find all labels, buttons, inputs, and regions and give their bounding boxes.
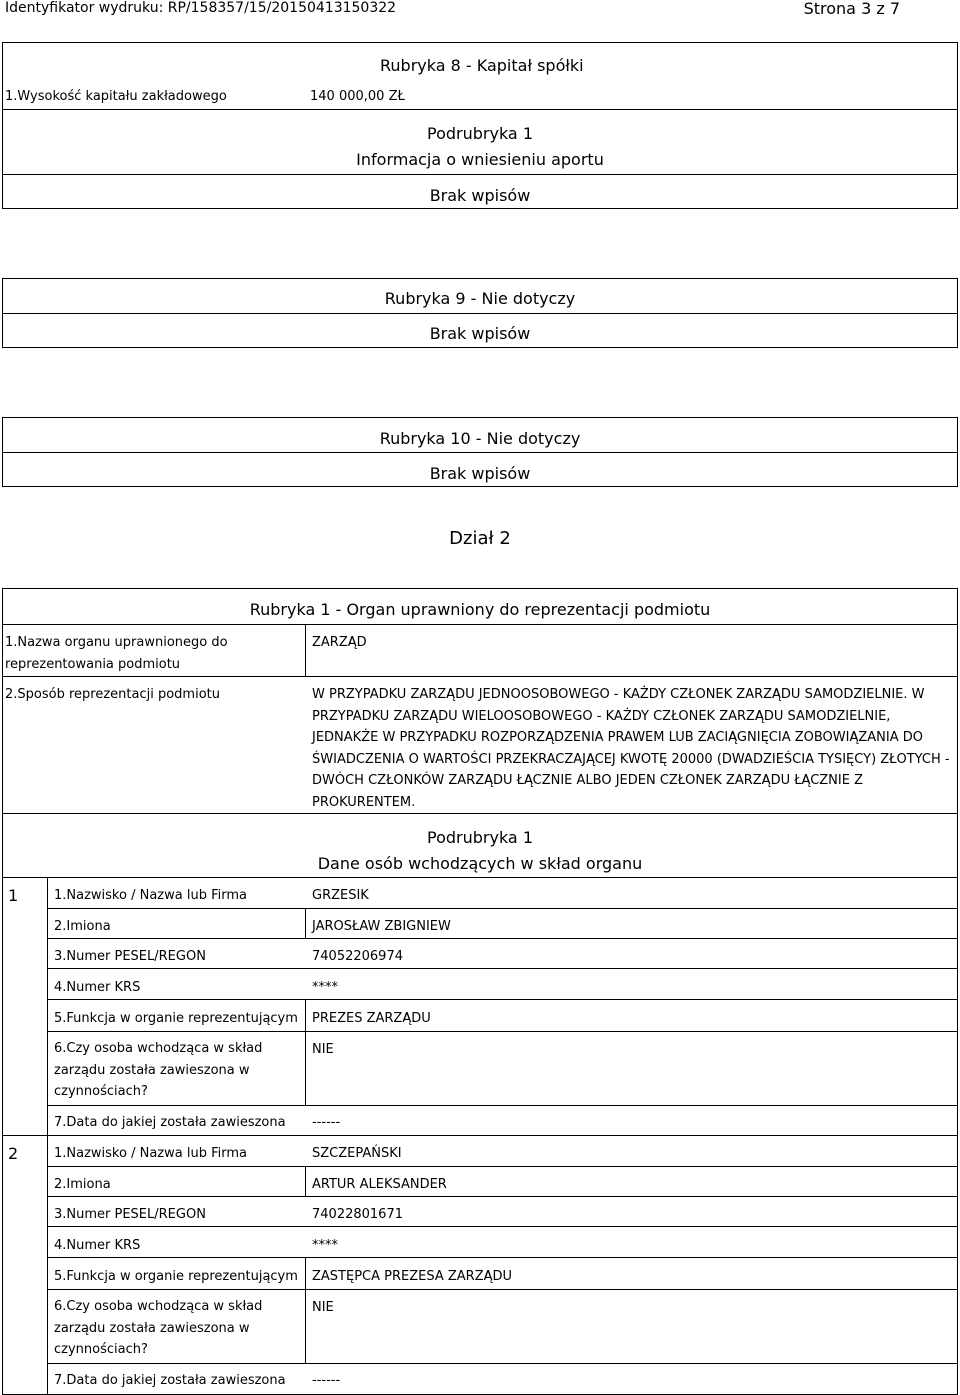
divider xyxy=(47,968,958,969)
divider xyxy=(47,1166,958,1167)
krs-label: 4.Numer KRS xyxy=(54,980,141,995)
podrubryka-osoby-subtitle: Dane osób wchodzących w skład organu xyxy=(317,854,643,873)
nazwisko-label: 1.Nazwisko / Nazwa lub Firma xyxy=(54,1146,247,1161)
divider xyxy=(2,1135,958,1136)
podrubryka-osoby-title: Podrubryka 1 xyxy=(427,828,533,847)
divider xyxy=(305,908,306,938)
divider xyxy=(305,1166,306,1196)
divider xyxy=(305,1257,306,1363)
organ-label: 1.Nazwa organu uprawnionego do reprezentowania podmiotu xyxy=(5,635,228,672)
data-zawieszenia-value: ------ xyxy=(312,1115,341,1130)
zawieszona-label: 6.Czy osoba wchodząca w skład zarządu została zawieszona w czynnościach? xyxy=(54,1299,263,1357)
pesel-value: 74022801671 xyxy=(312,1207,403,1222)
podrubryka-aport-title: Podrubryka 1 xyxy=(427,124,533,143)
page-number: Strona 3 z 7 xyxy=(803,0,900,18)
sposob-value: W PRZYPADKU ZARZĄDU JEDNOOSOBOWEGO - KAŻDY CZŁONEK ZARZĄDU SAMODZIELNIE. W PRZYPADKU ZARZĄDU WIELOOSOBOWEGO - KAŻDY CZŁONEK ZARZĄDU SAMODZIELNIE, JEDNAKŻE W PRZYPADKU ROZPORZĄDZENIA PRAWEM LUB ZACIĄGNIĘCIA ZOBOWIĄZANIA DO ŚWIADCZENIA O WARTOŚCI PRZEKRACZAJĄCEJ KWOTĘ 20000 (DWADZIEŚCIA TYSIĘCY) ZŁOTYCH - DWÓCH CZŁONKÓW ZARZĄDU ŁĄCZNIE ALBO JEDEN CZŁONEK ZARZĄDU ŁĄCZNIE Z PROKURENTEM. xyxy=(312,687,950,810)
divider xyxy=(47,938,958,939)
divider xyxy=(2,174,958,175)
imiona-label: 2.Imiona xyxy=(54,919,111,934)
divider xyxy=(2,877,958,878)
divider xyxy=(47,908,958,909)
person-1-index: 1 xyxy=(8,886,19,905)
imiona-value: ARTUR ALEKSANDER xyxy=(312,1177,447,1192)
zawieszona-value: NIE xyxy=(312,1300,334,1315)
rubryka-10-title: Rubryka 10 - Nie dotyczy xyxy=(379,429,581,448)
pesel-value: 74052206974 xyxy=(312,949,403,964)
data-zawieszenia-label: 7.Data do jakiej została zawieszona xyxy=(54,1115,286,1130)
nazwisko-value: GRZESIK xyxy=(312,888,369,903)
empty-notice: Brak wpisów xyxy=(429,186,531,205)
rubryka-1-title: Rubryka 1 - Organ uprawniony do reprezentacji podmiotu xyxy=(249,600,711,619)
data-zawieszenia-label: 7.Data do jakiej została zawieszona xyxy=(54,1373,286,1388)
funkcja-label: 5.Funkcja w organie reprezentującym xyxy=(54,1269,298,1284)
divider xyxy=(2,624,958,625)
sposob-label: 2.Sposób reprezentacji podmiotu xyxy=(5,687,220,702)
organ-value: ZARZĄD xyxy=(312,635,367,650)
imiona-label: 2.Imiona xyxy=(54,1177,111,1192)
divider xyxy=(2,452,958,453)
data-zawieszenia-value: ------ xyxy=(312,1373,341,1388)
funkcja-label: 5.Funkcja w organie reprezentującym xyxy=(54,1011,298,1026)
podrubryka-aport-subtitle: Informacja o wniesieniu aportu xyxy=(356,150,604,169)
divider xyxy=(47,1196,958,1197)
nazwisko-label: 1.Nazwisko / Nazwa lub Firma xyxy=(54,888,247,903)
funkcja-value: ZASTĘPCA PREZESA ZARZĄDU xyxy=(312,1269,513,1284)
zawieszona-label: 6.Czy osoba wchodząca w skład zarządu została zawieszona w czynnościach? xyxy=(54,1041,263,1099)
funkcja-value: PREZES ZARZĄDU xyxy=(312,1011,431,1026)
divider xyxy=(47,877,48,1395)
krs-label: 4.Numer KRS xyxy=(54,1238,141,1253)
divider xyxy=(47,1031,958,1032)
divider xyxy=(47,1105,958,1106)
divider xyxy=(305,999,306,1105)
krs-value: **** xyxy=(312,980,338,995)
person-2-index: 2 xyxy=(8,1144,19,1163)
divider xyxy=(47,1363,958,1364)
divider xyxy=(47,1226,958,1227)
zawieszona-value: NIE xyxy=(312,1042,334,1057)
empty-notice: Brak wpisów xyxy=(429,464,531,483)
kapital-label: 1.Wysokość kapitału zakładowego xyxy=(5,89,227,104)
pesel-label: 3.Numer PESEL/REGON xyxy=(54,1207,206,1222)
pesel-label: 3.Numer PESEL/REGON xyxy=(54,949,206,964)
divider xyxy=(2,313,958,314)
rubryka-9-title: Rubryka 9 - Nie dotyczy xyxy=(384,289,576,308)
nazwisko-value: SZCZEPAŃSKI xyxy=(312,1146,402,1161)
divider xyxy=(47,999,958,1000)
divider xyxy=(47,1257,958,1258)
krs-value: **** xyxy=(312,1238,338,1253)
imiona-value: JAROSŁAW ZBIGNIEW xyxy=(312,919,451,934)
print-id: Identyfikator wydruku: RP/158357/15/20150413150322 xyxy=(5,0,397,16)
kapital-value: 140 000,00 ZŁ xyxy=(310,89,405,104)
divider xyxy=(305,624,306,676)
empty-notice: Brak wpisów xyxy=(429,324,531,343)
rubryka-8-title: Rubryka 8 - Kapitał spółki xyxy=(380,56,584,75)
dzial-title: Dział 2 xyxy=(449,528,511,549)
divider xyxy=(47,1289,958,1290)
divider xyxy=(2,676,958,677)
